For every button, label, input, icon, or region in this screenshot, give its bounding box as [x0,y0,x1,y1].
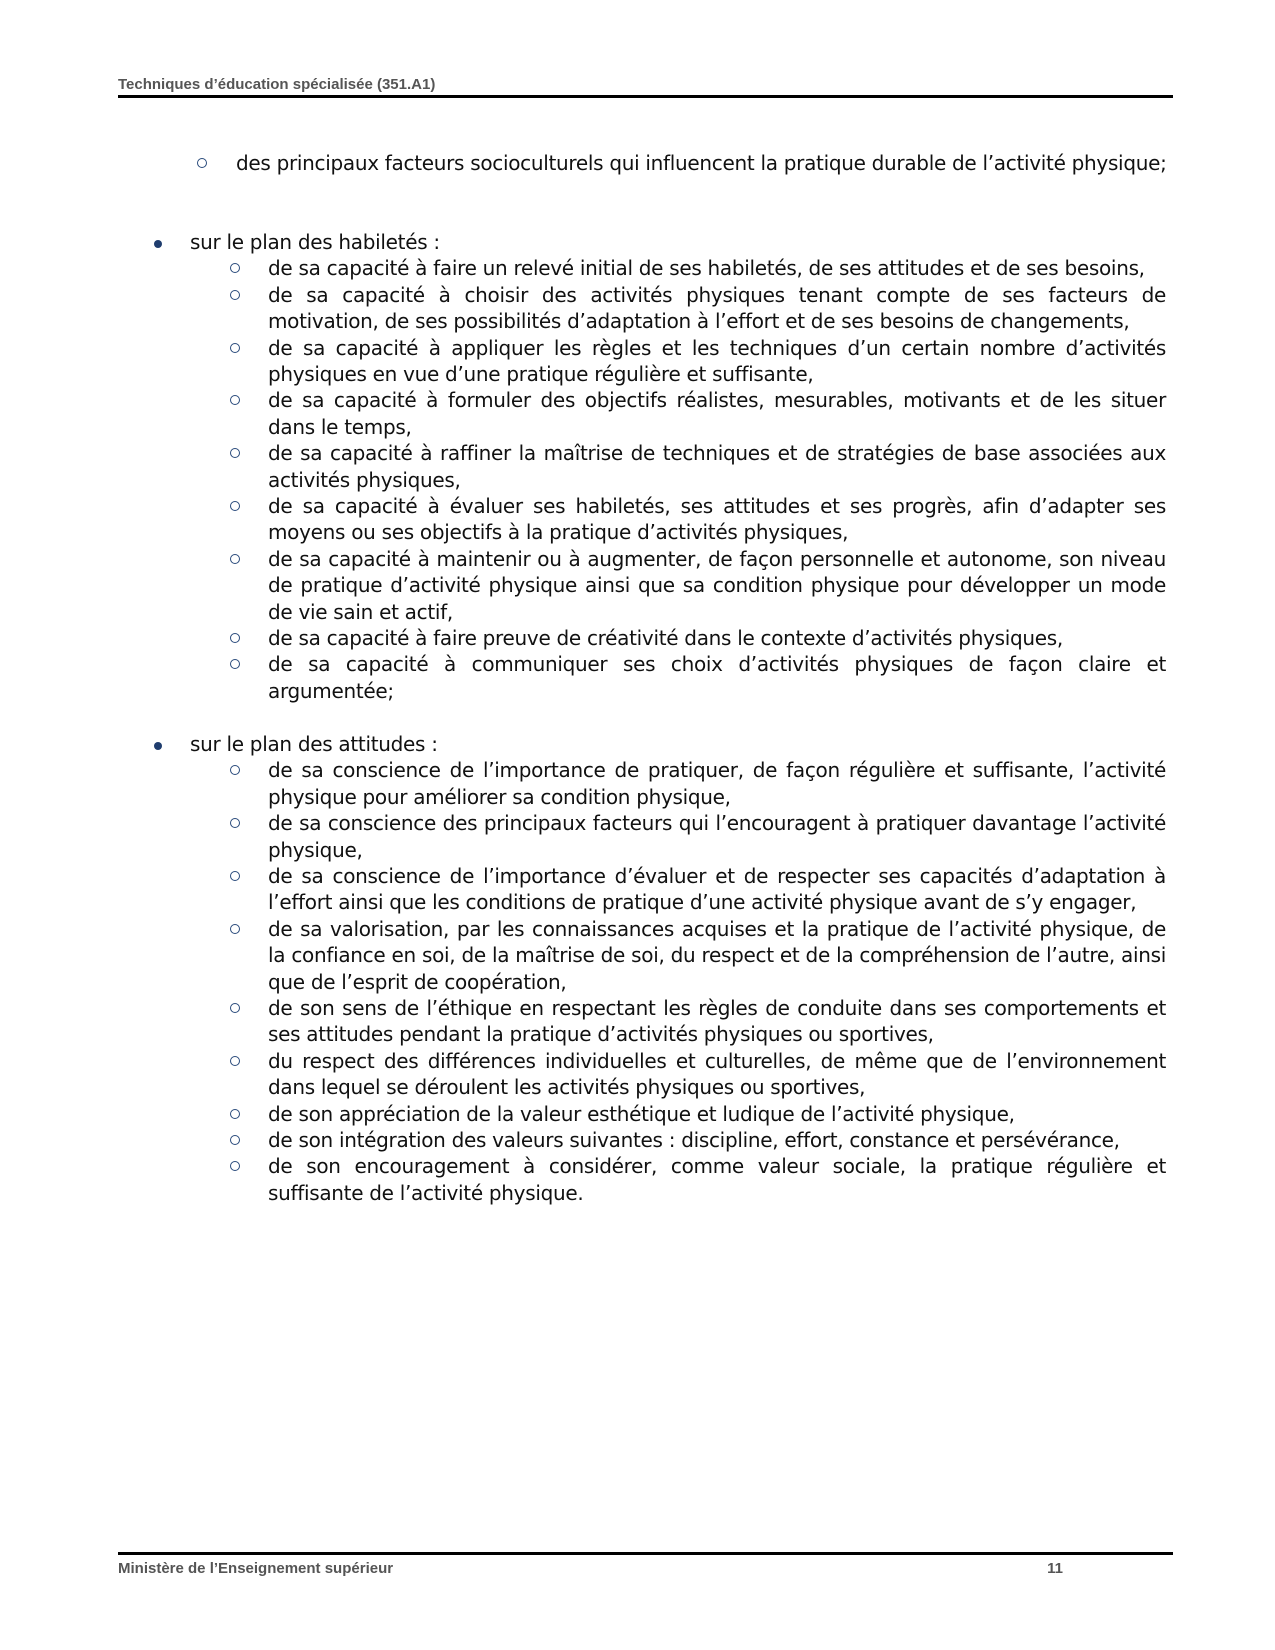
hollow-circle-bullet-icon [230,765,240,775]
section-heading [140,229,1166,255]
hollow-circle-bullet-icon [230,633,240,643]
filled-bullet-icon [154,240,162,248]
list-item [140,1153,1166,1206]
sub-list [140,757,1166,1206]
list-item [140,810,1166,863]
section-label: sur le plan des habiletés : [190,230,440,254]
list-item [140,995,1166,1048]
hollow-circle-bullet-icon [230,263,240,273]
list-item [140,282,1166,335]
list-item-text: de sa capacité à évaluer ses habiletés, ses attitudes et ses progrès, afin d’adapter ses moyens ou ses objectifs à la pratique d’activités physiques, [268,494,1166,545]
list-item [140,1127,1166,1153]
document-title: Techniques d’éducation spécialisée (351.A1) [118,76,436,93]
hollow-circle-bullet-icon [230,1003,240,1013]
list-item-text: de sa capacité à appliquer les règles et les techniques d’un certain nombre d’activités physiques en vue d’une pratique régulière et suffisante, [268,335,1166,387]
list-item-text: de sa capacité à maintenir ou à augmenter, de façon personnelle et autonome, son niveau de pratique d’activité physique ainsi que sa condition physique pour développer un mode de vie sain et actif, [268,546,1166,624]
section-habiletes [140,229,1166,704]
section-heading [140,731,1166,757]
section-label: sur le plan des attitudes : [190,732,438,756]
list-item-text: de son intégration des valeurs suivantes : discipline, effort, constance et persévérance, [268,1128,1120,1153]
list-item-text: de sa capacité à faire preuve de créativité dans le contexte d’activités physiques, [268,626,1063,651]
list-item-text: du respect des différences individuelles et culturelles, de même que de l’environnement dans lequel se déroulent les activités physiques ou sportives, [268,1048,1166,1100]
hollow-circle-bullet-icon [230,818,240,828]
section-attitudes [140,731,1166,1206]
list-item-text: de sa conscience de l’importance d’évaluer et de respecter ses capacités d’adaptation à l’effort ainsi que les conditions de pratique d’une activité physique avant de s’y engager, [268,864,1166,915]
list-item [140,1101,1166,1127]
list-item [140,1048,1166,1101]
list-item-text: de sa capacité à faire un relevé initial de ses habiletés, de ses attitudes et de ses besoins, [268,256,1145,281]
hollow-circle-bullet-icon [197,158,207,168]
list-item [140,440,1166,493]
page-footer [118,1552,1173,1577]
list-item [140,335,1166,388]
hollow-circle-bullet-icon [230,1161,240,1171]
list-item-text: de son appréciation de la valeur esthétique et ludique de l’activité physique, [268,1101,1015,1126]
hollow-circle-bullet-icon [230,1109,240,1119]
list-item [140,255,1166,281]
list-item-text: de sa capacité à communiquer ses choix d’activités physiques de façon claire et argumentée; [268,652,1166,703]
page-header [118,74,1173,98]
list-item [140,387,1166,440]
list-item-text: de sa conscience de l’importance de pratiquer, de façon régulière et suffisante, l’activité physique pour améliorer sa condition physique, [268,758,1166,809]
list-item-text: de sa capacité à formuler des objectifs réalistes, mesurables, motivants et de les situer dans le temps, [268,388,1166,439]
hollow-circle-bullet-icon [230,659,240,669]
hollow-circle-bullet-icon [230,1135,240,1145]
hollow-circle-bullet-icon [230,343,240,353]
filled-bullet-icon [154,742,162,750]
list-item-text: de sa capacité à choisir des activités physiques tenant compte de ses facteurs de motivation, de ses possibilités d’adaptation à l’effort et de ses besoins de changements, [268,282,1166,334]
list-item [140,493,1166,546]
intro-item-text: des principaux facteurs socioculturels qui influencent la pratique durable de l’activité physique; [236,151,1167,175]
list-item-text: de sa valorisation, par les connaissances acquises et la pratique de l’activité physique, de la confiance en soi, de la maîtrise de soi, du respect et de la compréhension de l’autre, ainsi que de l’esprit de coopération, [268,916,1166,994]
list-item-text: de sa capacité à raffiner la maîtrise de techniques et de stratégies de base associées aux activités physiques, [268,441,1166,492]
hollow-circle-bullet-icon [230,290,240,300]
intro-list-item [188,150,1214,176]
hollow-circle-bullet-icon [230,871,240,881]
hollow-circle-bullet-icon [230,501,240,511]
hollow-circle-bullet-icon [230,924,240,934]
hollow-circle-bullet-icon [230,554,240,564]
page-number: 11 [1047,1560,1063,1577]
list-item-text: de son sens de l’éthique en respectant les règles de conduite dans ses comportements et ses attitudes pendant la pratique d’activités physiques ou sportives, [268,996,1166,1047]
list-item [140,625,1166,651]
list-item-text: de sa conscience des principaux facteurs qui l’encouragent à pratiquer davantage l’activité physique, [268,811,1166,862]
sub-list [140,255,1166,704]
footer-organization: Ministère de l’Enseignement supérieur [118,1560,394,1577]
list-item [140,757,1166,810]
list-item [140,863,1166,916]
hollow-circle-bullet-icon [230,448,240,458]
list-item [140,651,1166,704]
list-item-text: de son encouragement à considérer, comme valeur sociale, la pratique régulière et suffisante de l’activité physique. [268,1154,1166,1205]
hollow-circle-bullet-icon [230,395,240,405]
hollow-circle-bullet-icon [230,1056,240,1066]
list-item [140,916,1166,995]
list-item [140,546,1166,625]
